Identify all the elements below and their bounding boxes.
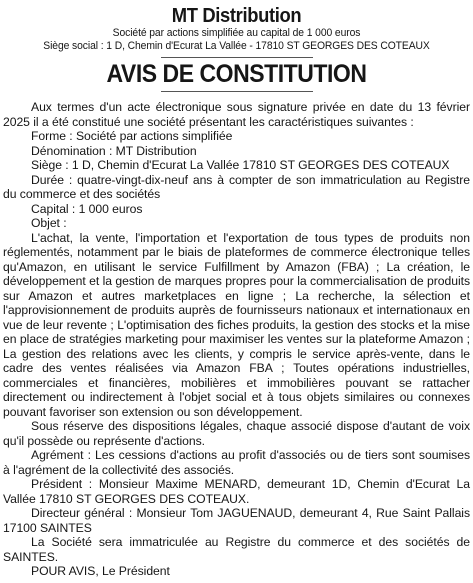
agrement-paragraph: Agrément : Les cessions d'actions au profit d'associés ou de tiers sont soumises à l'agrément de la collectivité des associés.	[3, 448, 470, 477]
signature-line: POUR AVIS, Le Président	[31, 564, 170, 578]
divider-top	[161, 57, 313, 58]
notice-body	[3, 100, 470, 579]
capital-line: Société par actions simplifiée au capital de 1 000 euros	[112, 27, 361, 39]
duree-paragraph: Durée : quatre-vingt-dix-neuf ans à compter de son immatriculation au Registre du commerce et des sociétés	[3, 172, 470, 201]
forme-line: Forme : Société par actions simplifiée	[31, 129, 233, 143]
immatriculation-line: La Société sera immatriculée au Registre du commerce et des sociétés de SAINTES.	[3, 535, 470, 564]
notice-title: AVIS DE CONSTITUTION	[106, 60, 367, 88]
denomination-line: Dénomination : MT Distribution	[31, 143, 197, 158]
objet-label: Objet :	[31, 216, 67, 230]
siege-line: Siège : 1 D, Chemin d'Ecurat La Vallée 17810 ST GEORGES DES COTEAUX	[31, 158, 450, 172]
capital-line-body: Capital : 1 000 euros	[31, 201, 143, 216]
objet-paragraph: L'achat, la vente, l'importation et l'exportation de tous types de produits non réglementés, notamment par le biais de plateformes de commerce électronique telles qu'Amazon, en utilisant le service Fulfillment by Amazon (FBA) ; La création, le développement et la gestion de marques propres pour la commercialisation de produits sur Amazon et autres marketplaces en ligne ; La recherche, la sélection et l'approvisionnement de produits auprès de fournisseurs nationaux et internationaux en vue de leur revente ; L'optimisation des fiches produits, la gestion des stocks et la mise en place de stratégies marketing pour maximiser les ventes sur la plateforme Amazon ; La gestion des relations avec les clients, y compris le service après-vente, dans le cadre des ventes réalisées via Amazon FBA ; Toutes opérations industrielles, commerciales et financières, mobilières et immobilières pouvant se rattacher directement ou indirectement à l'objet social et à tous objets similaires ou connexes pouvant favoriser son extension ou son développement.	[3, 230, 470, 419]
company-name: MT Distribution	[171, 5, 302, 27]
president-paragraph: Président : Monsieur Maxime MENARD, demeurant 1D, Chemin d'Ecurat La Vallée 17810 ST GEORGES DES COTEAUX.	[3, 477, 470, 506]
intro-paragraph: Aux termes d'un acte électronique sous signature privée en date du 13 février 2025 il a été constitué une société présentant les caractéristiques suivantes :	[3, 100, 470, 129]
divider-bottom	[161, 91, 313, 92]
votes-paragraph: Sous réserve des dispositions légales, chaque associé dispose d'autant de voix qu'il possède ou représente d'actions.	[3, 419, 470, 448]
directeur-paragraph: Directeur général : Monsieur Tom JAGUENAUD, demeurant 4, Rue Saint Pallais 17100 SAINTES	[3, 506, 470, 535]
registered-office-line: Siège social : 1 D, Chemin d'Ecurat La Vallée - 17810 ST GEORGES DES COTEAUX	[43, 40, 430, 52]
